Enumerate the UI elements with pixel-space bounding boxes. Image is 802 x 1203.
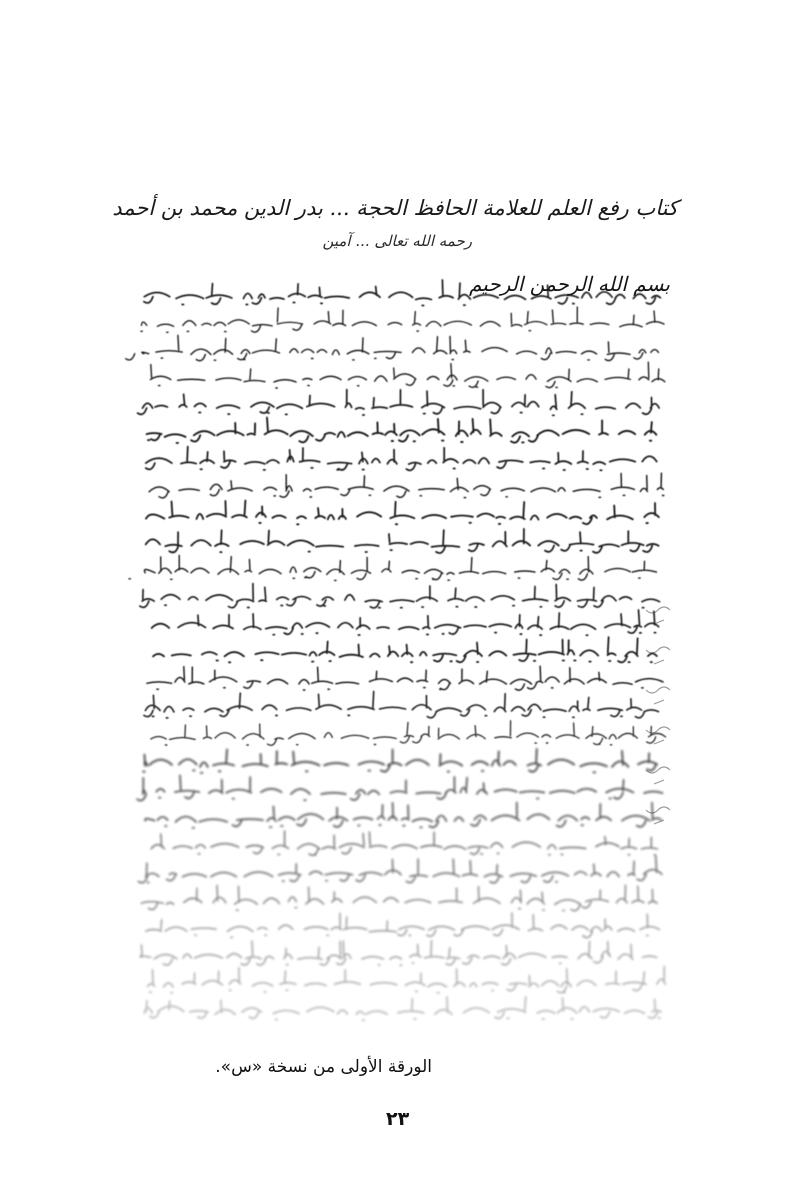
manuscript-line [129,556,656,581]
manuscript-line [147,418,657,443]
manuscript-line [140,584,660,608]
manuscript-subtitle: رحمه الله تعالى ... آمين [322,232,472,250]
manuscript-line [141,307,664,332]
manuscript-line [126,335,659,360]
manuscript-line [146,447,657,471]
manuscript-line [150,362,664,388]
manuscript-line [152,610,659,635]
manuscript-line [146,501,659,525]
manuscript-line [151,831,657,855]
margin-note [646,687,670,704]
manuscript-line [149,473,664,498]
manuscript-line [153,637,657,662]
manuscript-line [137,775,662,800]
manuscript-line [138,390,660,416]
manuscript-handwriting [126,280,670,1020]
manuscript-facsimile [118,170,678,1050]
margin-note [646,607,670,624]
manuscript-line [146,913,660,938]
manuscript-line [151,721,666,746]
manuscript-line [145,803,661,828]
page-number: ٢٣ [386,1108,410,1130]
manuscript-line [147,666,663,690]
manuscript-line [138,857,661,883]
manuscript-line [144,692,658,718]
manuscript-line [140,941,656,966]
figure-caption: الورقة الأولى من نسخة «س». [215,1057,432,1077]
manuscript-line [141,885,657,911]
manuscript-line [145,997,662,1020]
manuscript-image [118,170,678,1050]
manuscript-line [143,749,657,773]
manuscript-title: كتاب رفع العلم للعلامة الحافظ الحجة ... بدر الدين محمد بن أحمد [112,196,678,220]
manuscript-opening-line: بسم الله الرحمن الرحيم [468,272,670,296]
manuscript-line [148,967,666,993]
manuscript-line [146,529,659,553]
